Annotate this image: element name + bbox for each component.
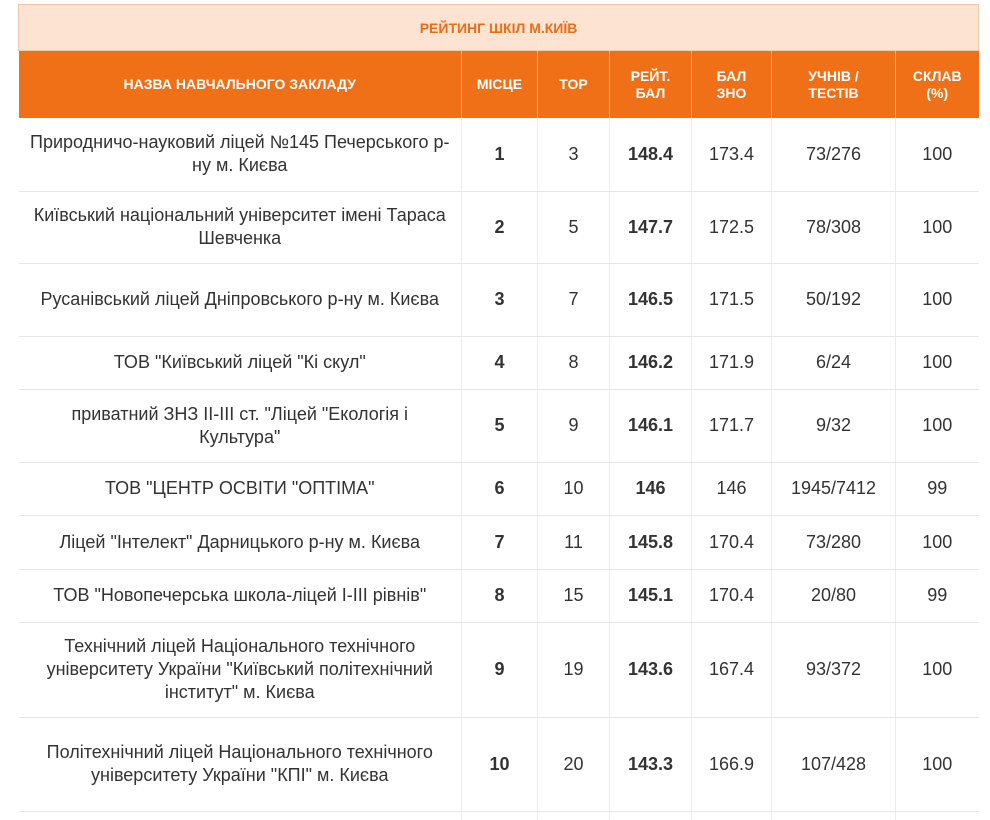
place-cell: 9	[462, 622, 538, 717]
score-cell: 143.6	[610, 622, 692, 717]
column-header-passed	[896, 51, 979, 119]
score-cell: 146.1	[610, 389, 692, 462]
school-name: Ліцей "Інтелект" Дарницького р-ну м. Києва	[19, 515, 462, 569]
zno-cell: 171.5	[692, 263, 772, 336]
column-header-top: TOP	[538, 51, 610, 119]
students-cell: 9/32	[772, 389, 896, 462]
zno-cell: 171.9	[692, 336, 772, 389]
empty-cell	[896, 811, 979, 820]
table-row	[19, 515, 979, 569]
passed-cell: 99	[896, 462, 979, 515]
passed-cell: 100	[896, 191, 979, 263]
column-header-passed-line1: СКЛАВ	[912, 67, 962, 84]
top-cell: 19	[538, 622, 610, 717]
students-cell: 73/276	[772, 118, 896, 191]
place-cell: 6	[462, 462, 538, 515]
passed-cell: 100	[896, 717, 979, 811]
passed-cell: 99	[896, 569, 979, 622]
column-header-place: МІСЦЕ	[462, 51, 538, 119]
table-row	[19, 336, 979, 389]
passed-cell: 100	[896, 263, 979, 336]
passed-cell: 100	[896, 336, 979, 389]
students-cell: 107/428	[772, 717, 896, 811]
zno-cell: 173.4	[692, 118, 772, 191]
column-header-score-line2: БАЛ	[635, 84, 666, 101]
column-header-students-line1: УЧНІВ /	[808, 67, 859, 84]
table-row	[19, 569, 979, 622]
column-header-name: НАЗВА НАВЧАЛЬНОГО ЗАКЛАДУ	[19, 51, 462, 119]
students-cell: 78/308	[772, 191, 896, 263]
place-cell: 4	[462, 336, 538, 389]
zno-cell: 170.4	[692, 569, 772, 622]
top-cell: 3	[538, 118, 610, 191]
score-cell: 146	[610, 462, 692, 515]
empty-cell	[538, 811, 610, 820]
school-name: приватний ЗНЗ II-III ст. "Ліцей "Екологія і Культура"	[19, 389, 462, 462]
table-row	[19, 622, 979, 717]
empty-cell	[610, 811, 692, 820]
score-cell: 148.4	[610, 118, 692, 191]
place-cell: 10	[462, 717, 538, 811]
top-cell: 20	[538, 717, 610, 811]
school-ranking-table	[18, 4, 979, 820]
students-cell: 73/280	[772, 515, 896, 569]
score-cell: 143.3	[610, 717, 692, 811]
empty-cell	[19, 811, 462, 820]
top-cell: 5	[538, 191, 610, 263]
score-cell: 145.8	[610, 515, 692, 569]
table-row	[19, 118, 979, 191]
passed-cell: 100	[896, 389, 979, 462]
top-cell: 11	[538, 515, 610, 569]
passed-cell: 100	[896, 515, 979, 569]
school-name: Київський національний університет імені Тараса Шевченка	[19, 191, 462, 263]
column-header-students-line2: ТЕСТІВ	[808, 84, 859, 101]
students-cell: 50/192	[772, 263, 896, 336]
zno-cell: 146	[692, 462, 772, 515]
table-row	[19, 717, 979, 811]
top-cell: 10	[538, 462, 610, 515]
school-name: Природничо-науковий ліцей №145 Печерського р-ну м. Києва	[19, 118, 462, 191]
table-row-partial	[19, 811, 979, 820]
school-name: Русанівський ліцей Дніпровського р-ну м. Києва	[19, 263, 462, 336]
top-cell: 8	[538, 336, 610, 389]
table-row	[19, 191, 979, 263]
table-title-row	[19, 5, 979, 51]
score-cell: 147.7	[610, 191, 692, 263]
score-cell: 145.1	[610, 569, 692, 622]
table-row	[19, 263, 979, 336]
score-cell: 146.2	[610, 336, 692, 389]
top-cell: 7	[538, 263, 610, 336]
top-cell: 9	[538, 389, 610, 462]
column-header-score	[610, 51, 692, 119]
school-name: ТОВ "Київський ліцей "Кі скул"	[19, 336, 462, 389]
place-cell: 8	[462, 569, 538, 622]
top-cell: 15	[538, 569, 610, 622]
empty-cell	[772, 811, 896, 820]
school-name: ТОВ "ЦЕНТР ОСВІТИ "ОПТІМА"	[19, 462, 462, 515]
school-name: Технічний ліцей Національного технічного університету України "Київський політехнічний інститут" м. Києва	[19, 622, 462, 717]
students-cell: 6/24	[772, 336, 896, 389]
table-header-row	[19, 51, 979, 119]
students-cell: 1945/7412	[772, 462, 896, 515]
column-header-zno	[692, 51, 772, 119]
column-header-score-line1: РЕЙТ.	[630, 67, 671, 84]
zno-cell: 170.4	[692, 515, 772, 569]
zno-cell: 171.7	[692, 389, 772, 462]
place-cell: 3	[462, 263, 538, 336]
passed-cell: 100	[896, 118, 979, 191]
students-cell: 20/80	[772, 569, 896, 622]
empty-cell	[692, 811, 772, 820]
zno-cell: 166.9	[692, 717, 772, 811]
zno-cell: 172.5	[692, 191, 772, 263]
column-header-zno-line2: ЗНО	[716, 84, 747, 101]
column-header-students	[772, 51, 896, 119]
table-title: РЕЙТИНГ ШКІЛ М.КИЇВ	[19, 5, 979, 51]
place-cell: 7	[462, 515, 538, 569]
passed-cell: 100	[896, 622, 979, 717]
place-cell: 2	[462, 191, 538, 263]
score-cell: 146.5	[610, 263, 692, 336]
empty-cell	[462, 811, 538, 820]
ranking-table-container	[18, 4, 978, 820]
place-cell: 1	[462, 118, 538, 191]
table-row	[19, 389, 979, 462]
school-name: ТОВ "Новопечерська школа-ліцей І-ІІІ рівнів"	[19, 569, 462, 622]
students-cell: 93/372	[772, 622, 896, 717]
column-header-passed-line2: (%)	[926, 84, 949, 101]
column-header-zno-line1: БАЛ	[716, 67, 747, 84]
place-cell: 5	[462, 389, 538, 462]
school-name: Політехнічний ліцей Національного технічного університету України "КПІ" м. Києва	[19, 717, 462, 811]
table-row	[19, 462, 979, 515]
zno-cell: 167.4	[692, 622, 772, 717]
